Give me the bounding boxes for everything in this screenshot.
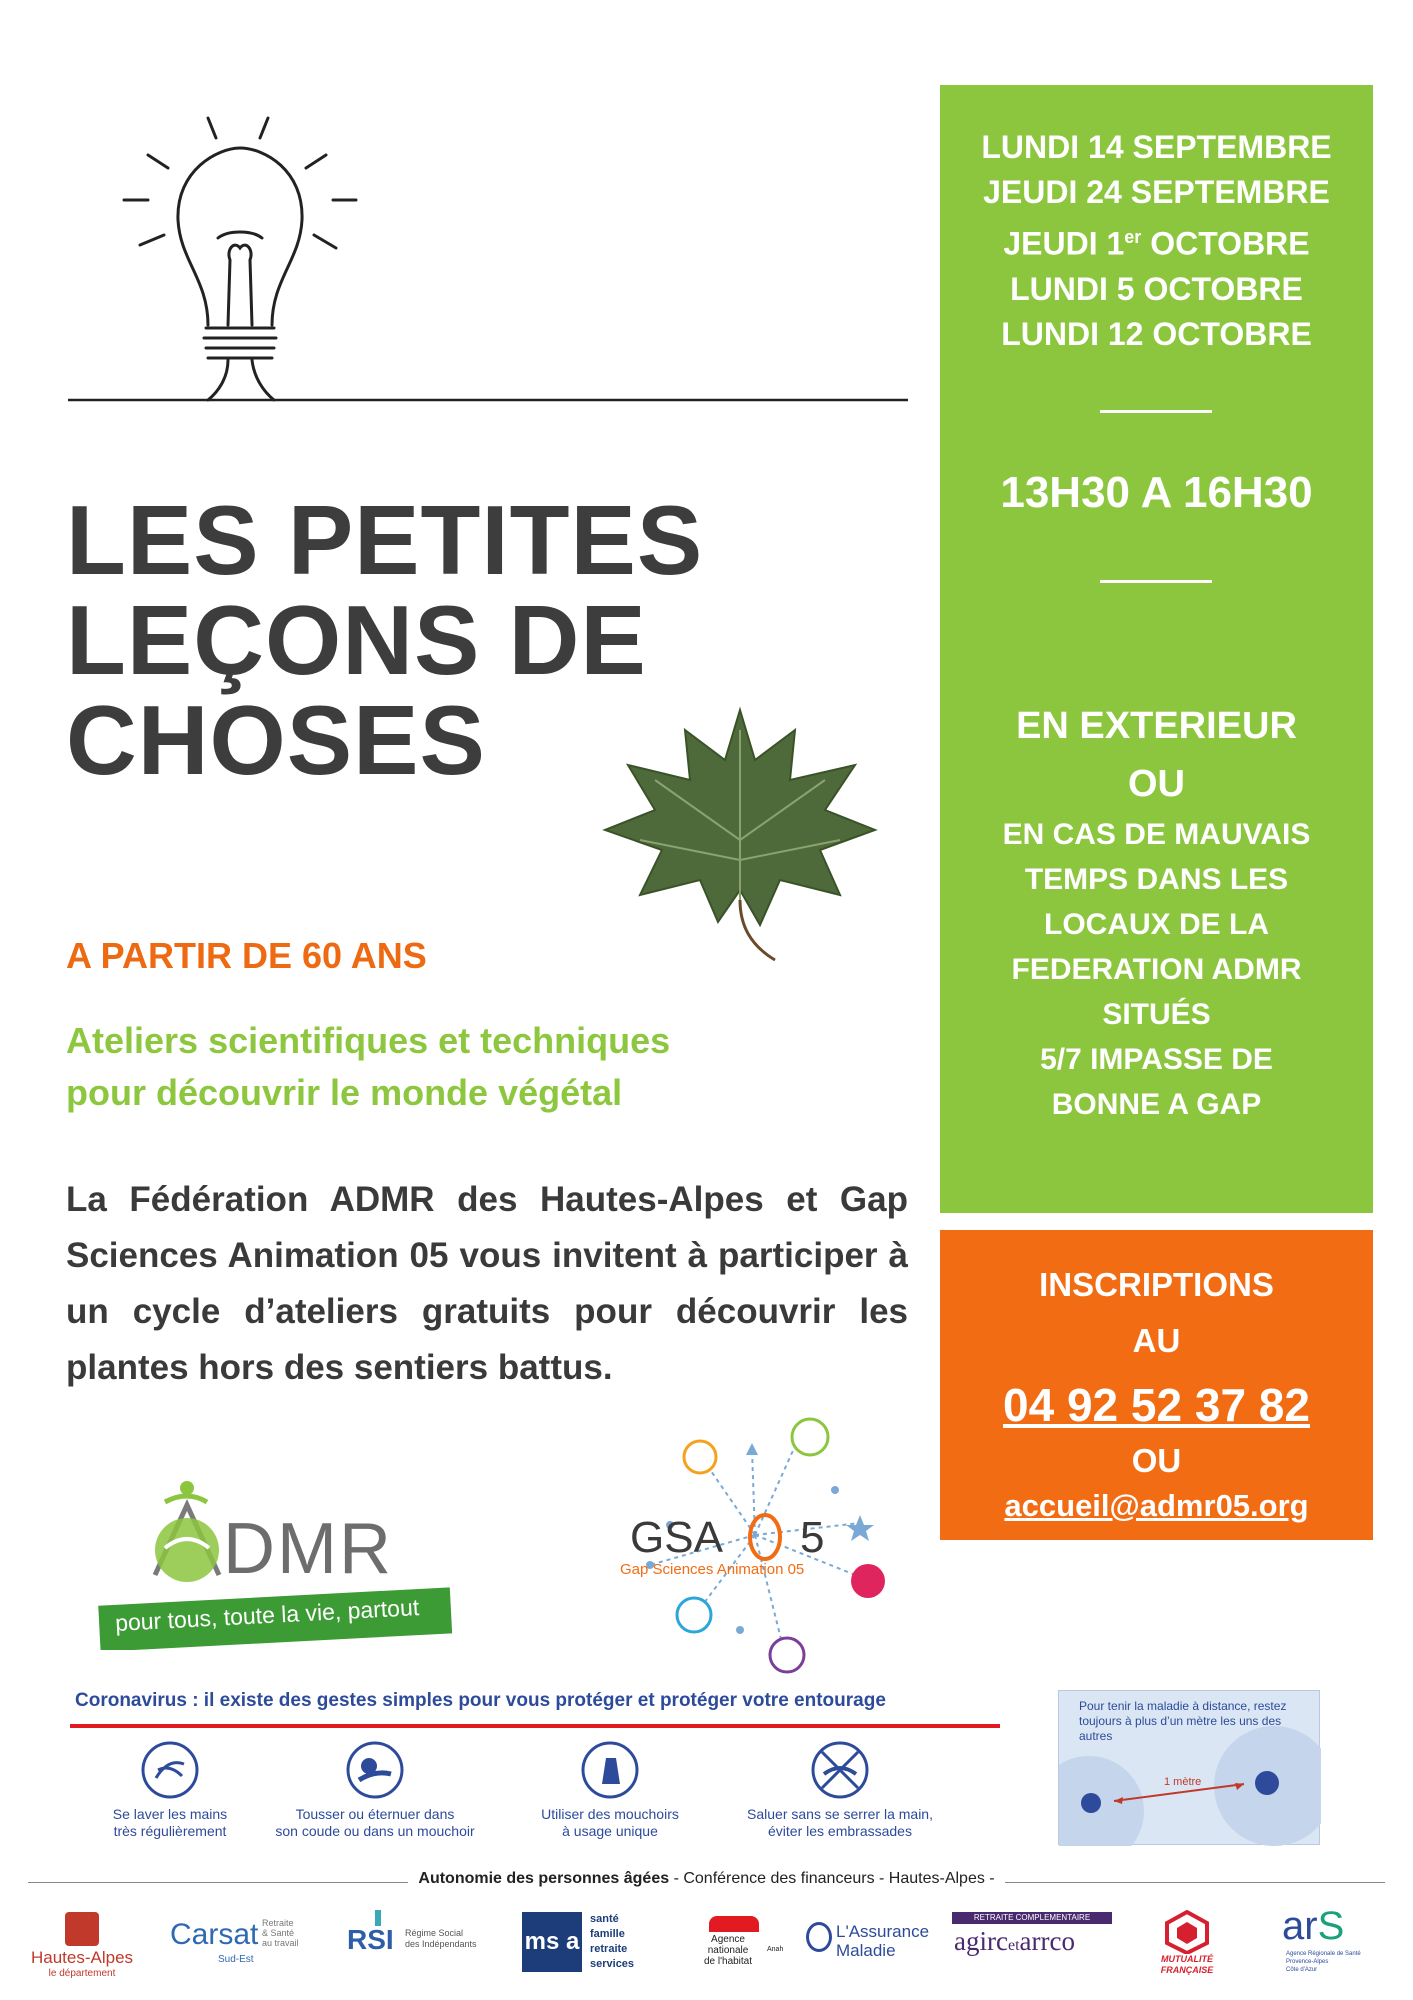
distance-panel xyxy=(1058,1690,1320,1845)
gsa05-logo xyxy=(610,1415,900,1675)
msa-logo: ms a santé famille retraite services xyxy=(522,1910,662,1990)
gesture-label: Saluer sans se serrer la main, éviter les embrassades xyxy=(747,1806,933,1839)
gesture-label: Se laver les mains très régulièrement xyxy=(112,1806,228,1839)
age-requirement: A PARTIR DE 60 ANS xyxy=(66,935,427,976)
subtitle-line-1: Ateliers scientifiques et techniques xyxy=(66,1020,671,1061)
phone-link[interactable]: 04 92 52 37 82 xyxy=(1003,1379,1310,1431)
light-bulb-icon xyxy=(68,110,908,410)
distance-text: Pour tenir la maladie à distance, restez toujours à plus d’un mètre les uns des autres xyxy=(1079,1699,1287,1743)
tissue-icon xyxy=(580,1740,640,1800)
gsa-name-left: GSA xyxy=(630,1513,723,1562)
schedule-panel xyxy=(940,85,1373,1213)
covid-gestures xyxy=(70,1690,1005,1850)
mutualite-hex-icon xyxy=(1162,1910,1212,1954)
date-1: LUNDI 14 SEPTEMBRE xyxy=(981,129,1332,165)
ars-logo: arS Agence Régionale de Santé Provence-Alpes Côte d'Azur xyxy=(1282,1904,1361,1973)
mutualite-logo: MUTUALITÉ FRANÇAISE xyxy=(1137,1910,1237,1990)
divider xyxy=(1100,580,1212,583)
subtitle-line-2: pour découvrir le monde végétal xyxy=(66,1072,623,1113)
gesture-label: Utiliser des mouchoirs à usage unique xyxy=(541,1806,679,1839)
admr-logo xyxy=(95,1480,475,1650)
gesture-handwash xyxy=(70,1740,270,1840)
registration-panel xyxy=(940,1230,1373,1540)
description-paragraph: La Fédération ADMR des Hautes-Alpes et Gap Sciences Animation 05 vous invitent à participer à un cycle d’ateliers gratuits pour découvrir les plantes hors des sentiers battus. xyxy=(66,1180,908,1387)
cough-elbow-icon xyxy=(345,1740,405,1800)
leaf-icon xyxy=(590,690,890,970)
rsi-logo: RSI Régime Social des Indépendants xyxy=(347,1910,487,1990)
handwash-icon xyxy=(140,1740,200,1800)
partner-logos xyxy=(22,1904,1392,1990)
anah-logo: Agence nationale de l'habitat Anah xyxy=(687,1910,787,1990)
gesture-no-handshake xyxy=(740,1740,940,1840)
distance-label: 1 mètre xyxy=(1164,1776,1202,1788)
carsat-logo: Carsat Retraite & Santé au travail Sud-Est xyxy=(170,1918,299,1965)
hautes-alpes-emblem xyxy=(65,1912,99,1946)
hautes-alpes-logo: Hautes-Alpes le département xyxy=(22,1910,142,1990)
location-primary: EN EXTERIEUR OU xyxy=(1016,705,1297,805)
date-3: JEUDI 1er OCTOBRE xyxy=(1003,225,1310,262)
date-5: LUNDI 12 OCTOBRE xyxy=(1001,315,1312,352)
title-line-2: LEÇONS DE xyxy=(66,585,647,695)
date-4: LUNDI 5 OCTOBRE xyxy=(1010,270,1303,307)
date-2: JEUDI 24 SEPTEMBRE xyxy=(983,174,1330,210)
admr-tagline: pour tous, toute la vie, partout xyxy=(114,1594,420,1636)
covid-title: Coronavirus : il existe des gestes simples pour vous protéger et protéger votre entourage xyxy=(75,1690,886,1711)
gesture-tissue xyxy=(510,1740,710,1840)
distance-illustration xyxy=(1059,1691,1321,1846)
divider xyxy=(1100,410,1212,413)
dates-list xyxy=(940,125,1373,357)
email-link[interactable]: accueil@admr05.org xyxy=(1004,1488,1309,1523)
workshop-subtitle xyxy=(66,1015,826,1119)
gesture-label: Tousser ou éternuer dans son coude ou dans un mouchoir xyxy=(275,1806,475,1839)
title-line-3: CHOSES xyxy=(66,685,486,795)
time-range: 13H30 A 16H30 xyxy=(1000,468,1313,517)
gsa-full-name: Gap Sciences Animation 05 xyxy=(620,1561,805,1578)
gesture-cough xyxy=(275,1740,475,1840)
admr-name: DMR xyxy=(223,1509,393,1589)
location-detail: EN CAS DE MAUVAIS TEMPS DANS LES LOCAUX DE LA FEDERATION ADMR SITUÉS 5/7 IMPASSE DE BONNE A GAP xyxy=(1002,818,1311,1121)
assurance-maladie-logo: L'Assurance Maladie xyxy=(802,1910,942,1990)
registration-au: AU xyxy=(1132,1322,1181,1359)
registration-label: INSCRIPTIONS xyxy=(1039,1266,1274,1303)
covid-divider xyxy=(70,1724,1000,1728)
gsa-name-right: 5 xyxy=(800,1513,825,1562)
no-handshake-icon xyxy=(810,1740,870,1800)
footer-caption: Autonomie des personnes âgées - Conférence des financeurs - Hautes-Alpes - xyxy=(0,1870,1413,1888)
registration-or: OU xyxy=(1131,1442,1182,1479)
title-line-1: LES PETITES xyxy=(66,485,704,595)
agirc-arrco-logo: RETRAITE COMPLEMENTAIRE agircetarrco xyxy=(952,1910,1122,1990)
